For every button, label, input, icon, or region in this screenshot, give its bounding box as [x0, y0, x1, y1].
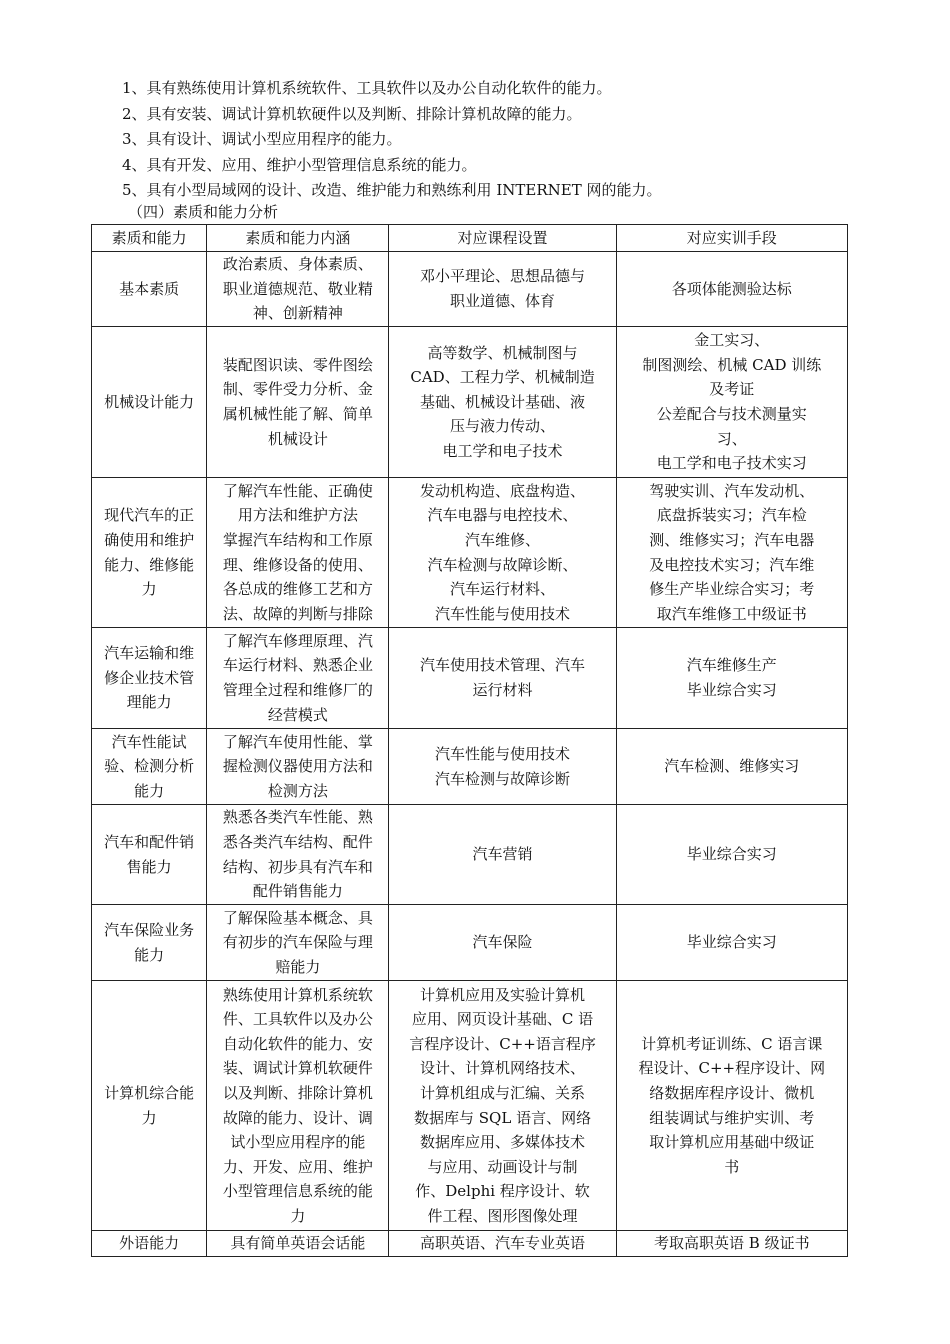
cell-ability: 计算机综合能 力 — [92, 981, 207, 1231]
cell-content: 了解汽车性能、正确使 用方法和维护方法 掌握汽车结构和工作原 理、维修设备的使用、 各总成的维修工艺和方 法、故障的判断与排除 — [207, 478, 389, 628]
header-ability: 素质和能力 — [92, 225, 207, 252]
cell-ability: 现代汽车的正 确使用和维护 能力、维修能 力 — [92, 478, 207, 628]
cell-ability: 机械设计能力 — [92, 327, 207, 478]
cell-courses: 邓小平理论、思想品德与 职业道德、体育 — [389, 252, 616, 327]
cell-content: 政治素质、身体素质、 职业道德规范、敬业精 神、创新精神 — [207, 252, 389, 327]
cell-content: 装配图识读、零件图绘 制、零件受力分析、金 属机械性能了解、简单 机械设计 — [207, 327, 389, 478]
cell-training: 毕业综合实习 — [616, 805, 847, 905]
header-training: 对应实训手段 — [616, 225, 847, 252]
cell-training: 计算机考证训练、C 语言课 程设计、C++程序设计、网 络数据库程序设计、微机 组装调试与维护实训、考 取计算机应用基础中级证 书 — [616, 981, 847, 1231]
table-row — [92, 805, 848, 905]
ability-item: 3、具有设计、调试小型应用程序的能力。 — [122, 130, 402, 148]
cell-training: 考取高职英语 B 级证书 — [616, 1231, 847, 1257]
cell-training: 汽车维修生产 毕业综合实习 — [616, 628, 847, 729]
cell-courses: 汽车营销 — [389, 805, 616, 905]
cell-content: 具有简单英语会话能 — [207, 1231, 389, 1257]
table-row — [92, 478, 848, 628]
cell-ability: 基本素质 — [92, 252, 207, 327]
ability-item: 5、具有小型局域网的设计、改造、维护能力和熟练利用 INTERNET 网的能力。 — [122, 181, 662, 199]
cell-courses: 发动机构造、底盘构造、 汽车电器与电控技术、 汽车维修、 汽车检测与故障诊断、 汽车运行材料、 汽车性能与使用技术 — [389, 478, 616, 628]
cell-courses: 计算机应用及实验计算机 应用、网页设计基础、C 语 言程序设计、C++语言程序 设计、计算机网络技术、 计算机组成与汇编、关系 数据库与 SQL 语言、网络 数据库应用、多媒体技术 与应用、动画设计与制 作、Delphi 程序设计、软 件工程、图形图像处理 — [389, 981, 616, 1231]
table-row — [92, 327, 848, 478]
table-row — [92, 1231, 848, 1257]
cell-content: 了解汽车使用性能、掌 握检测仪器使用方法和 检测方法 — [207, 729, 389, 805]
section-title: （四）素质和能力分析 — [128, 203, 279, 221]
cell-content: 熟悉各类汽车性能、熟 悉各类汽车结构、配件 结构、初步具有汽车和 配件销售能力 — [207, 805, 389, 905]
table-row — [92, 252, 848, 327]
ability-item: 2、具有安装、调试计算机软硬件以及判断、排除计算机故障的能力。 — [122, 104, 582, 123]
cell-courses: 高职英语、汽车专业英语 — [389, 1231, 616, 1257]
table-header-row — [92, 225, 848, 252]
ability-analysis-table — [91, 224, 848, 1257]
cell-content: 了解汽车修理原理、汽 车运行材料、熟悉企业 管理全过程和维修厂的 经营模式 — [207, 628, 389, 729]
cell-courses: 汽车保险 — [389, 905, 616, 981]
cell-ability: 汽车性能试 验、检测分析 能力 — [92, 729, 207, 805]
table-row — [92, 729, 848, 805]
ability-list — [122, 76, 882, 204]
cell-ability: 汽车保险业务 能力 — [92, 905, 207, 981]
ability-item: 4、具有开发、应用、维护小型管理信息系统的能力。 — [122, 155, 477, 174]
cell-courses: 汽车使用技术管理、汽车 运行材料 — [389, 628, 616, 729]
table-row — [92, 628, 848, 729]
cell-training: 汽车检测、维修实习 — [616, 729, 847, 805]
header-courses: 对应课程设置 — [389, 225, 616, 252]
cell-ability: 外语能力 — [92, 1231, 207, 1257]
ability-item: 1、具有熟练使用计算机系统软件、工具软件以及办公自动化软件的能力。 — [122, 79, 612, 97]
cell-ability: 汽车运输和维 修企业技术管 理能力 — [92, 628, 207, 729]
cell-training: 各项体能测验达标 — [616, 252, 847, 327]
cell-training: 金工实习、 制图测绘、机械 CAD 训练 及考证 公差配合与技术测量实 习、 电工学和电子技术实习 — [616, 327, 847, 478]
cell-content: 熟练使用计算机系统软 件、工具软件以及办公 自动化软件的能力、安 装、调试计算机软硬件 以及判断、排除计算机 故障的能力、设计、调 试小型应用程序的能 力、开发、应用、维护 小型管理信息系统的能 力 — [207, 981, 389, 1231]
cell-training: 驾驶实训、汽车发动机、 底盘拆装实习；汽车检 测、维修实习；汽车电器 及电控技术实习；汽车维 修生产毕业综合实习；考 取汽车维修工中级证书 — [616, 478, 847, 628]
cell-courses: 高等数学、机械制图与 CAD、工程力学、机械制造 基础、机械设计基础、液 压与液力传动、 电工学和电子技术 — [389, 327, 616, 478]
table-row — [92, 981, 848, 1231]
cell-content: 了解保险基本概念、具 有初步的汽车保险与理 赔能力 — [207, 905, 389, 981]
cell-ability: 汽车和配件销 售能力 — [92, 805, 207, 905]
header-content: 素质和能力内涵 — [207, 225, 389, 252]
table-row — [92, 905, 848, 981]
cell-training: 毕业综合实习 — [616, 905, 847, 981]
cell-courses: 汽车性能与使用技术 汽车检测与故障诊断 — [389, 729, 616, 805]
